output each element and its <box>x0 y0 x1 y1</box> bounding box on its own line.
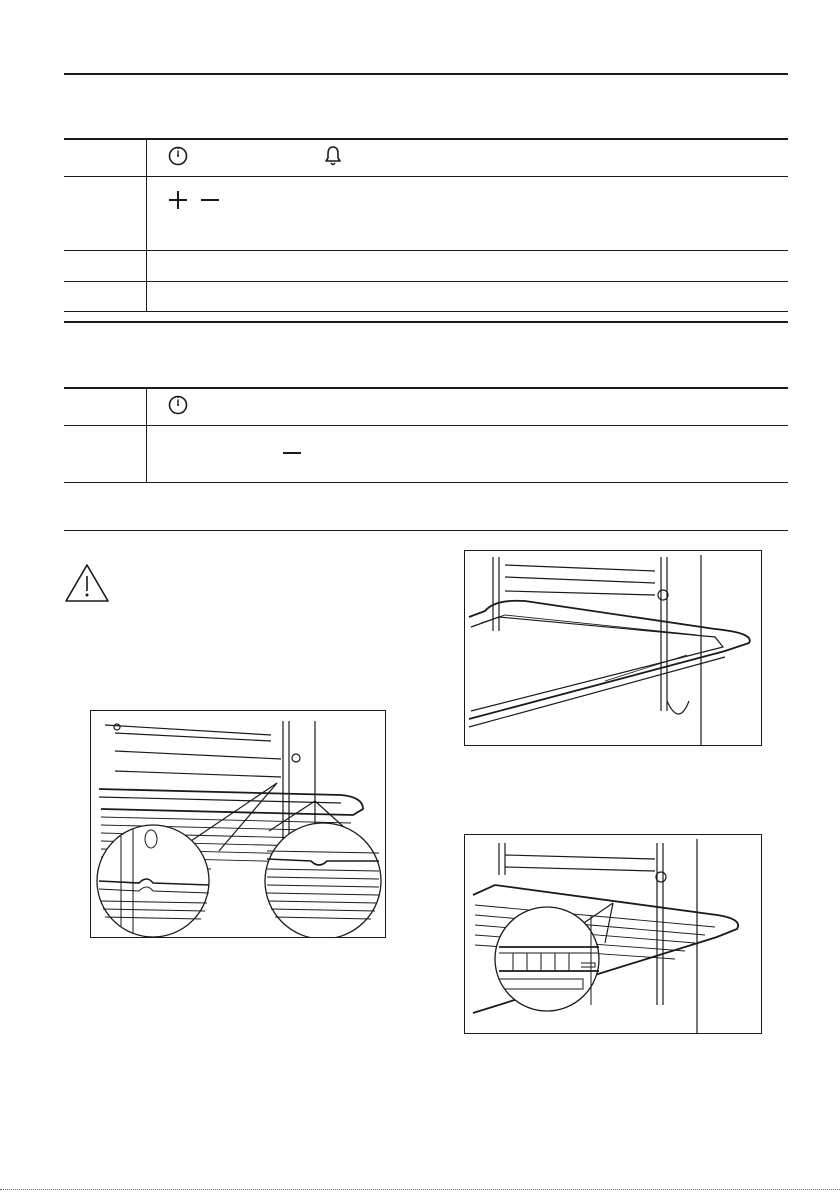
table-1-bottom-rule <box>64 311 788 312</box>
table-1-row-rule-2 <box>64 250 788 251</box>
warning-triangle-icon <box>64 563 110 603</box>
table-1-row-rule-1 <box>64 176 788 177</box>
shelf-rails-detail-figure <box>464 834 762 1034</box>
minus-icon <box>280 441 304 465</box>
section-1-top-rule <box>64 73 788 75</box>
table-2-row-rule-1 <box>64 425 788 426</box>
section-2-top-rule <box>64 321 788 323</box>
clock-icon <box>168 395 188 415</box>
table-2-column-divider <box>146 389 147 483</box>
table-2-bottom-rule <box>64 482 788 483</box>
baking-tray-figure <box>464 550 762 746</box>
section-3-top-rule <box>64 530 788 531</box>
table-1-header-rule <box>64 138 788 140</box>
bell-icon <box>323 145 343 167</box>
page-bottom-edge <box>0 1189 840 1190</box>
table-1-column-divider <box>146 140 147 311</box>
table-1-row-rule-3 <box>64 281 788 282</box>
wire-shelf-insert-figure <box>90 710 386 938</box>
clock-icon <box>168 146 188 166</box>
minus-icon <box>198 188 222 212</box>
plus-icon <box>166 188 190 212</box>
table-2-header-rule <box>64 387 788 389</box>
